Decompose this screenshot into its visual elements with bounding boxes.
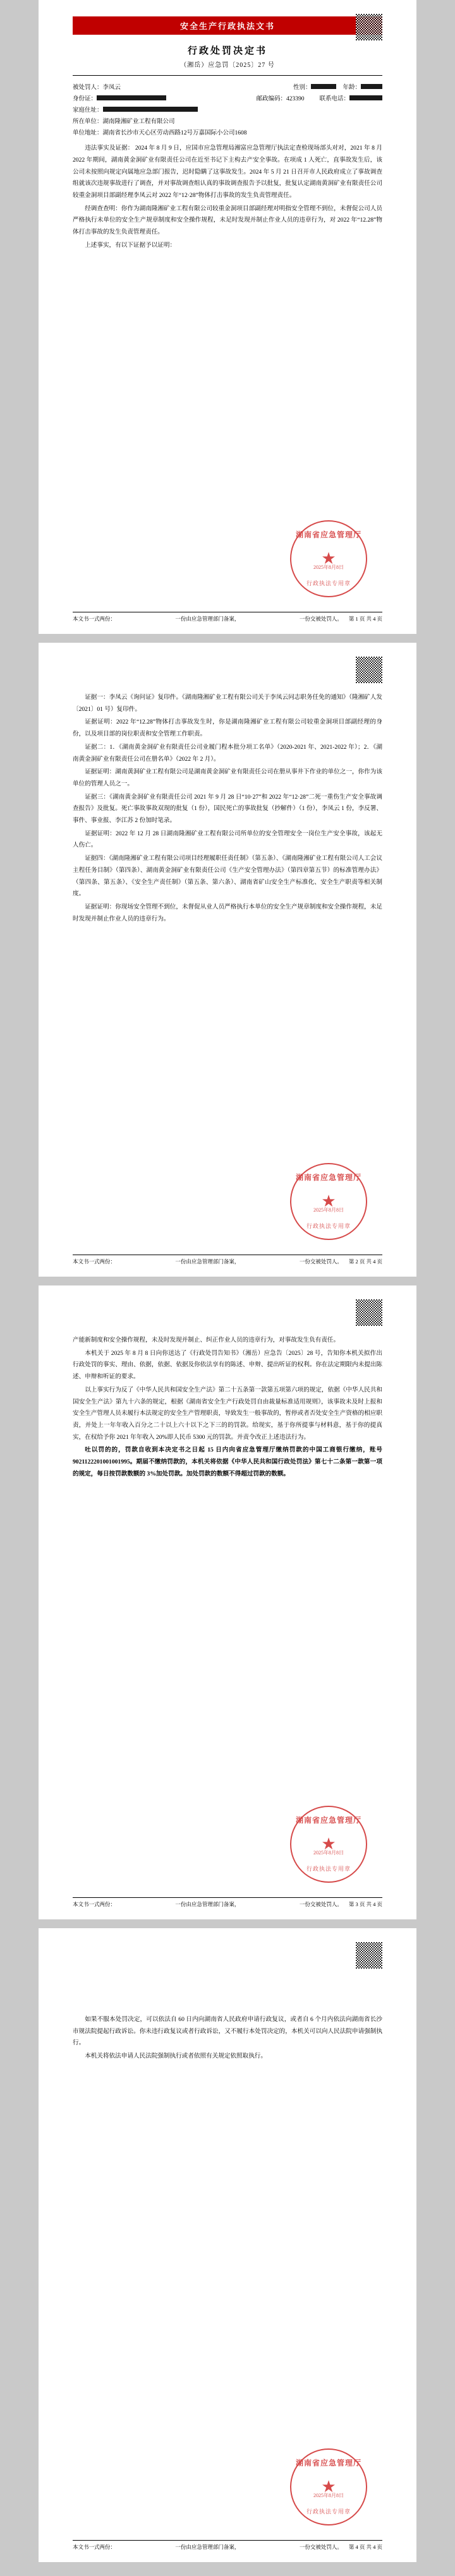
page3-para-4: 吐以罚的的，罚款自收到本决定书之日起 15 日内向省应急管理厅缴纳罚款的中国工商银行缴纳，账号 9021122201001001995。期届不缴纳罚款的，本机关将依据《中华人民共和国行政处罚法》第七十二条第一款第一项的规定，每日按罚款数额的 3%加处罚款。加处罚款的数额不得超过罚款的数额。 <box>73 1446 382 1477</box>
page2-footer <box>73 1258 382 1265</box>
evidence-item: 证据证明：2022 年 12 月 28 日湖南隆湘矿业工程有限公司所单位的安全管理安全一岗位生产安全事故，该起无人伤亡。 <box>73 830 382 849</box>
official-seal <box>290 1806 367 1883</box>
postcode-value: 423390 <box>286 96 305 103</box>
footer-left: 本文书一式两份： <box>73 1901 116 1907</box>
evidence-item: 证据证明：湖南黄洞矿业工程有限公司是湖南黄金洞矿业有限责任公司在册从事井下作业的单位之一，你作为该单位的管理人员之一。 <box>73 768 382 787</box>
page-label-2: 第 2 页 共 4 页 <box>348 1258 382 1265</box>
seal-date: 2025年8月8日 <box>313 1207 344 1213</box>
document-number: （湘岳）应急罚〔2025〕27 号 <box>180 62 275 69</box>
footer-divider <box>73 2540 382 2541</box>
page1-para-1: 违法事实及证据： 2024 年 8 月 9 日，应国市应急管理局湘富应急管理厅执法定查检现场部头对对，2021 年 8 月 2022 年期间，湖南黄金洞矿业有限责任公司在近至书记下主构去产安全事故。在项成 1 人死亡，直事故发生后，该公司未按照向规定向属地应急部门报告，迟时隐瞒了这事故发生。2024 年 5 月 21 日召开市人民政府成立了事故调查组就该次违规事故进行了调查，并对事故调查组认真的事故调查报告予以批复，批复认定湖南黄洞矿业有限责任公司较重金洞项目部副经理李凤云对 2022 年“12·28”物体打击事故的发生负责管理责任。 <box>73 145 382 200</box>
seal-bottom-text: 行政执法专用章 <box>306 2508 351 2515</box>
id-label: 身份证： <box>73 96 97 103</box>
party-value: 李凤云 <box>102 85 121 91</box>
tel-value-redacted <box>349 95 382 100</box>
field-party <box>73 82 382 93</box>
qr-code-icon <box>356 1942 382 1969</box>
page-label-1: 第 1 页 共 4 页 <box>348 616 382 622</box>
unit-address-label: 单位地址： <box>73 130 103 137</box>
seal-date: 2025年8月8日 <box>313 564 344 570</box>
home-address-label: 家庭住址： <box>73 107 103 114</box>
qr-code-icon <box>356 1299 382 1326</box>
footer-mid: 一份由应急管理部门备案， <box>175 616 240 622</box>
page2-body <box>73 692 382 925</box>
footer-right: 一份交被处罚人。 <box>299 2544 343 2550</box>
footer-mid: 一份由应急管理部门备案， <box>175 1258 240 1265</box>
id-value-redacted <box>97 95 166 100</box>
seal-bottom-text: 行政执法专用章 <box>306 1223 351 1229</box>
page1-para-3: 上述事实，有以下证据予以证明： <box>85 241 176 249</box>
qr-code-icon <box>356 14 382 40</box>
postcode-label: 邮政编码： <box>256 96 286 103</box>
footer-left: 本文书一式两份： <box>73 1258 116 1265</box>
page-title: 行政处罚决定书 <box>187 46 267 56</box>
document-page-4 <box>39 1928 416 2562</box>
page4-para-2: 本机关将依法申请人民法院强制执行或者依照有关规定依照取执行。 <box>85 2053 267 2060</box>
header-banner: 安全生产行政执法文书 <box>73 16 382 35</box>
page3-footer <box>73 1900 382 1908</box>
seal-top-text: 湖南省应急管理厅 <box>295 530 361 539</box>
gender-label: 性别： <box>293 85 312 91</box>
footer-divider <box>73 1897 382 1898</box>
evidence-item: 证据证明：2022 年“12.28”物体打击事故发生时，你是湖南隆湘矿业工程有限公司较重金洞项目部副经理的身份，以及项目部的岗位职责和安全管理工作职责。 <box>73 719 382 738</box>
official-seal <box>290 520 367 597</box>
footer-right: 一份交被处罚人。 <box>299 1258 343 1265</box>
seal-star-icon: ★ <box>321 2478 336 2496</box>
seal-star-icon: ★ <box>321 549 336 568</box>
seal-star-icon: ★ <box>321 1835 336 1853</box>
evidence-item: 证据四：《湖南隆湘矿业工程有限公司项目经理履职任责任制》（第五条）、《湖南隆湘矿业工程有限公司人工会议主程任务目制》（第四条）、湖南黄金洞矿业有限责任公司《生产安全管理办法》（第四章第五节）的标准管理办法》（第四条、第五条）、《安全生产责任制》（第五条、第六条）、湖南省矿山安全生产标准化、安全生产职责等相关制度。 <box>73 855 382 898</box>
unit-value: 湖南隆湘矿业工程有限公司 <box>102 119 175 126</box>
unit-label: 所在单位： <box>73 119 103 126</box>
footer-left: 本文书一式两份： <box>73 616 116 622</box>
footer-right: 一份交被处罚人。 <box>299 616 343 622</box>
footer-mid: 一份由应急管理部门备案， <box>175 1901 240 1907</box>
title-divider <box>73 75 382 76</box>
document-page-1 <box>39 0 416 634</box>
page1-footer <box>73 615 382 623</box>
footer-mid: 一份由应急管理部门备案， <box>175 2544 240 2550</box>
age-value-redacted <box>361 84 382 89</box>
field-unit <box>73 116 382 128</box>
qr-code-icon <box>356 657 382 683</box>
party-label: 被处罚人： <box>73 85 103 91</box>
page3-para-3: 以上事实行为反了《中华人民共和国安全生产法》第二十五条第一款第五项第六项的规定，依据《中华人民共和国安全生产法》第九十六条的规定，根据《湖南省安全生产行政处罚自由裁量标准适用规则》，该事故未及时上报和安全生产管理人员未履行本法规定的安全生产管理职责，导致发生一般事故的，暂停或者否处安全生产资格的相应职责，并处上一年年收入百分之二十以上六十以下之下三的的罚款。给现实，基于你所提事与材料意，基于你的提真实，在权给予你 2021 年年收入 20%即人民币 5300 元的罚款。并责令改正上述违法行为。 <box>73 1386 382 1441</box>
page3-para-2: 本机关于 2025 年 8 月 8 日向你送达了《行政处罚告知书》（湘岳）应急告〔2025〕28 号，告知你本机关拟作出行政处罚的事实、理由、依据，依据、依据及你依法享有的陈述、申辩、提出听证的权利。你在法定期限内未提出陈述、申辩和听证的要求。 <box>73 1349 382 1381</box>
seal-top-text: 湖南省应急管理厅 <box>295 1816 361 1825</box>
field-unit-address <box>73 128 382 139</box>
party-fields <box>73 82 382 139</box>
official-seal <box>290 2448 367 2525</box>
evidence-item: 证据三：《湖南黄金洞矿业有限责任公司 2021 年 9 月 28 日“10·27”和 2022 年“12·28”二死一重伤生产安全事故调查报告》及批复。死亡事故事故双现的批复（1 份），国民死亡的事故批复（抄解件）（1 份），李凤云 1 份，李反署、事件、事业报、李江苏 2 份加时笔录。 <box>73 793 382 825</box>
document-page-3 <box>39 1285 416 1919</box>
evidence-item: 证据一：李凤云《询问证》复印件。《湖南隆湘矿业工程有限公司关于李凤云同志职务任免的通知》（隆湘矿人发〔2021〕01 号）复印件。 <box>73 694 382 713</box>
tel-label: 联系电话： <box>319 96 349 103</box>
document-page-2 <box>39 643 416 1277</box>
age-label: 年龄： <box>343 85 361 91</box>
page4-body <box>73 2014 382 2063</box>
page1-body <box>73 143 382 251</box>
seal-date: 2025年8月8日 <box>313 2493 344 2498</box>
seal-date: 2025年8月8日 <box>313 1850 344 1856</box>
page3-body <box>73 1335 382 1480</box>
unit-address-value: 湖南省长沙市天心区劳动西路12号万嘉国际小公司1608 <box>102 130 247 137</box>
page-label-4: 第 4 页 共 4 页 <box>348 2544 382 2550</box>
seal-top-text: 湖南省应急管理厅 <box>295 2459 361 2467</box>
field-home-address <box>73 105 382 116</box>
page4-para-1: 如果不服本处罚决定，可以依法自 60 日内向湖南省人民政府申请行政复议，或者自 6 个月内依法向湖南省长沙市规法院提起行政诉讼。你未违行政复议或者行政诉讼，又不履行本处罚决定的，本机关可以向人民法院申请强制执行。 <box>73 2016 382 2047</box>
seal-star-icon: ★ <box>321 1192 336 1210</box>
official-seal <box>290 1163 367 1240</box>
seal-top-text: 湖南省应急管理厅 <box>295 1173 361 1182</box>
field-id <box>73 93 382 105</box>
seal-bottom-text: 行政执法专用章 <box>306 580 351 587</box>
page3-para-1: 产能新制度和安全操作规程，未及时发现并制止、纠正作业人员的违章行为，对事故发生负有责任。 <box>73 1337 340 1344</box>
footer-right: 一份交被处罚人。 <box>299 1901 343 1907</box>
evidence-item: 证据二：1．《湖南黄金洞矿业有限责任公司业履门程本批分项工名单》（2020-2021 年、2021-2022 年）；2．《湖南黄金洞矿业有限责任公司在册名单》（2022 年 2 月）。 <box>73 743 382 763</box>
page1-para-2: 经调查查明：你作为湖南隆湘矿业工程有限公司较重金洞项目部副经理对明指安全管理不到位，未督促公司人员严格执行未单位的安全生产规章制度和安全操作规程，未足时发现并制止作业人员的违章行为，对 2022 年“12.28”物体打击事故的发生负责管理责任。 <box>73 205 382 236</box>
home-address-redacted <box>103 107 198 112</box>
page-label-3: 第 3 页 共 4 页 <box>348 1901 382 1907</box>
page4-footer <box>73 2543 382 2551</box>
footer-left: 本文书一式两份： <box>73 2544 116 2550</box>
evidence-item: 证据证明：你现场安全管理不到位，未督促从业人员严格执行本单位的安全生产规章制度和安全操作规程，未足时发现并制止作业人员的违章行为。 <box>73 903 382 922</box>
seal-bottom-text: 行政执法专用章 <box>306 1866 351 1872</box>
gender-value-redacted <box>311 84 336 89</box>
